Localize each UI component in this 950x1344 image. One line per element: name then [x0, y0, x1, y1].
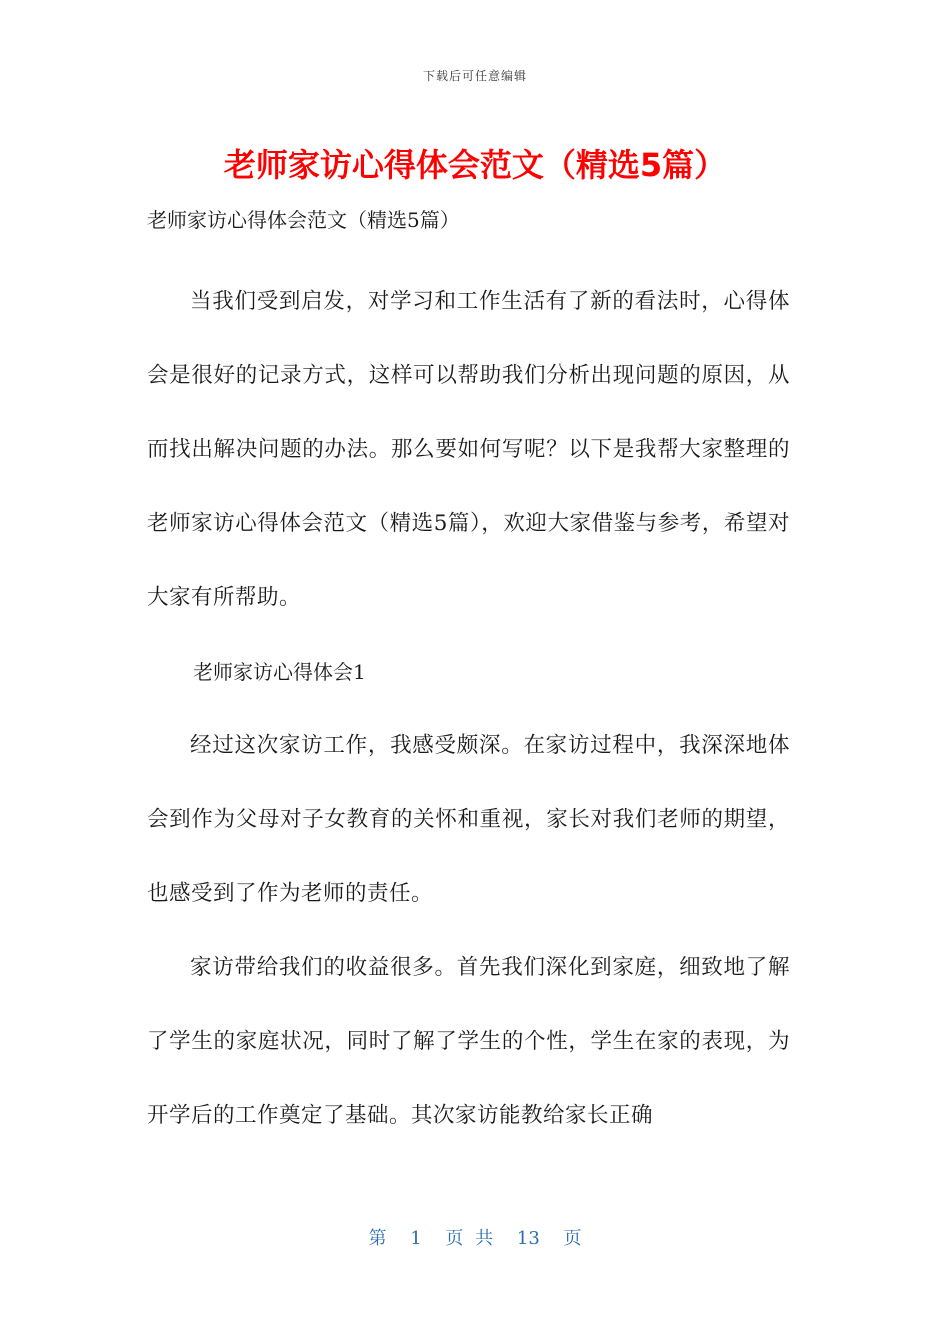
footer-total-pages: 13 [516, 1228, 540, 1249]
document-body [147, 203, 790, 1153]
section-paragraph: 家访带给我们的收益很多。首先我们深化到家庭，细致地了解了学生的家庭状况，同时了解了学生的个性，学生在家的表现，为开学后的工作奠定了基础。其次家访能教给家长正确 [147, 955, 790, 1128]
footer-suffix: 页 [563, 1228, 582, 1249]
footer-middle: 页 共 [445, 1228, 494, 1249]
footer-prefix: 第 [368, 1228, 387, 1249]
page-footer [0, 1224, 950, 1250]
section-heading: 老师家访心得体会1 [193, 660, 366, 684]
document-title: 老师家访心得体会范文（精选5篇） [223, 146, 727, 184]
document-subtitle: 老师家访心得体会范文（精选5篇） [147, 208, 460, 232]
section-paragraph: 经过这次家访工作，我感受颇深。在家访过程中，我深深地体会到作为父母对子女教育的关怀和重视，家长对我们老师的期望，也感受到了作为老师的责任。 [147, 733, 790, 906]
footer-page-number: 1 [410, 1228, 422, 1249]
intro-paragraph: 当我们受到启发，对学习和工作生活有了新的看法时，心得体会是很好的记录方式，这样可以帮助我们分析出现问题的原因，从而找出解决问题的办法。那么要如何写呢？以下是我帮大家整理的老师家访心得体会范文（精选5篇），欢迎大家借鉴与参考，希望对大家有所帮助。 [147, 289, 790, 610]
header-note: 下载后可任意编辑 [422, 69, 527, 83]
